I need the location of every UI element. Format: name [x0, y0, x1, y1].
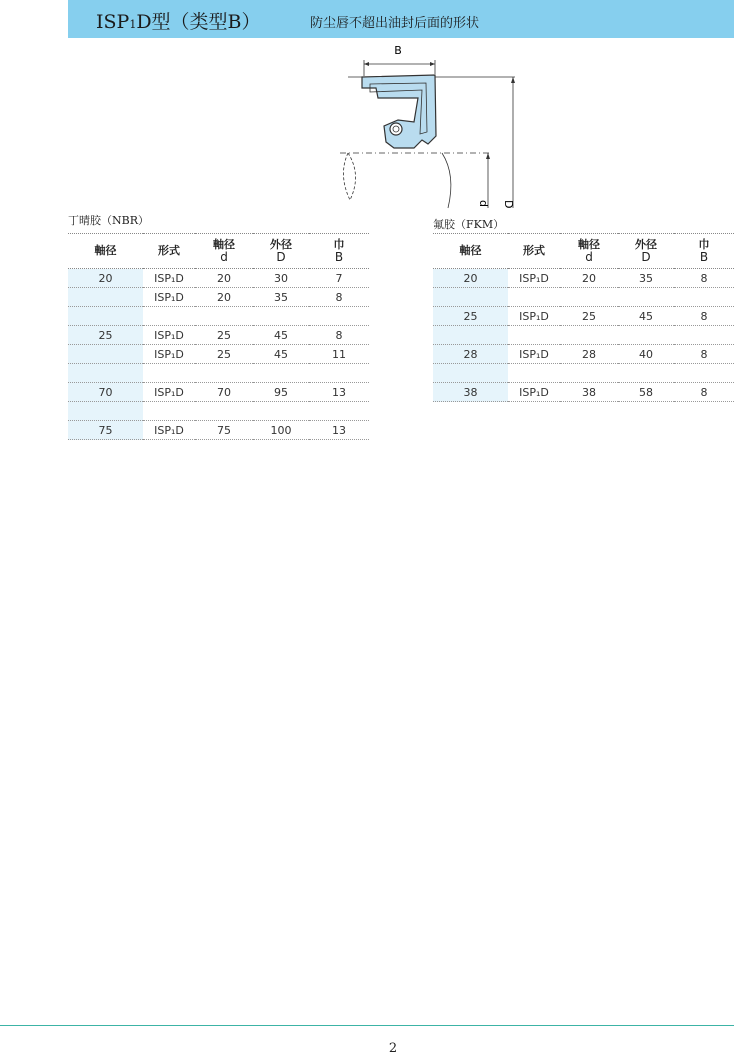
table-row: [433, 288, 734, 307]
cell-D: 30: [253, 269, 309, 288]
header-type: 形式: [508, 234, 560, 269]
cell-B: 13: [309, 383, 369, 402]
cell-D: 40: [618, 345, 674, 364]
cell-shaft: [433, 326, 508, 345]
cell-shaft: 70: [68, 383, 143, 402]
cell-d: [560, 364, 618, 383]
cell-d: [195, 364, 253, 383]
cell-type: ISP₁D: [143, 269, 195, 288]
cell-shaft: 20: [433, 269, 508, 288]
cell-B: 8: [309, 288, 369, 307]
cell-B: 8: [674, 307, 734, 326]
table-row: [433, 307, 734, 326]
cell-B: 11: [309, 345, 369, 364]
cell-type: [508, 364, 560, 383]
table-row: [68, 307, 369, 326]
cell-B: 7: [309, 269, 369, 288]
cell-D: [618, 288, 674, 307]
nbr-size-table: [68, 233, 369, 440]
header-shaft: 軸径: [433, 234, 508, 269]
cell-shaft: 75: [68, 421, 143, 440]
table-row: [433, 364, 734, 383]
cell-type: ISP₁D: [143, 288, 195, 307]
table-row: [68, 269, 369, 288]
cell-B: 13: [309, 421, 369, 440]
cell-d: 75: [195, 421, 253, 440]
section-subtitle: 防尘唇不超出油封后面的形状: [310, 16, 480, 31]
cell-d: 38: [560, 383, 618, 402]
cell-d: 20: [195, 269, 253, 288]
cell-d: 25: [560, 307, 618, 326]
title-subscript: 1: [129, 18, 137, 31]
cell-shaft: [68, 402, 143, 421]
nbr-table-title: 丁晴胶（NBR）: [68, 214, 149, 227]
cell-shaft: 28: [433, 345, 508, 364]
header-D: 外径 D: [253, 234, 309, 269]
cell-shaft: [68, 364, 143, 383]
cell-shaft: 25: [433, 307, 508, 326]
cell-type: [143, 307, 195, 326]
header-B: 巾 B: [674, 234, 734, 269]
cell-D: 45: [253, 326, 309, 345]
cell-d: [560, 326, 618, 345]
cell-D: 45: [253, 345, 309, 364]
fkm-table-title: 氟胶（FKM）: [433, 218, 505, 231]
cell-shaft: 25: [68, 326, 143, 345]
header-type: 形式: [143, 234, 195, 269]
table-row: [68, 421, 369, 440]
cell-B: [309, 402, 369, 421]
cell-d: [560, 288, 618, 307]
cell-type: ISP₁D: [143, 421, 195, 440]
cell-D: [253, 402, 309, 421]
cell-type: ISP₁D: [508, 345, 560, 364]
cell-type: [143, 402, 195, 421]
cell-D: 95: [253, 383, 309, 402]
cell-D: [253, 364, 309, 383]
title-main: ISP: [96, 11, 130, 33]
seal-profile: [362, 75, 436, 148]
cell-d: 20: [560, 269, 618, 288]
cell-shaft: 38: [433, 383, 508, 402]
cell-type: ISP₁D: [508, 307, 560, 326]
cell-D: [618, 326, 674, 345]
table-row: [68, 345, 369, 364]
cell-B: 8: [674, 345, 734, 364]
cell-D: 45: [618, 307, 674, 326]
cell-B: [674, 364, 734, 383]
cell-type: ISP₁D: [508, 383, 560, 402]
cell-shaft: 20: [68, 269, 143, 288]
dim-label-d: d: [477, 200, 490, 207]
title-rest: D型（类型B）: [136, 11, 261, 33]
cell-shaft: [433, 364, 508, 383]
cell-B: [309, 364, 369, 383]
cell-d: 70: [195, 383, 253, 402]
cell-B: [674, 326, 734, 345]
dim-label-b: B: [394, 44, 402, 57]
cell-d: 25: [195, 345, 253, 364]
table-row: [433, 345, 734, 364]
footer-divider: [0, 1025, 734, 1026]
cell-shaft: [68, 307, 143, 326]
cell-type: ISP₁D: [508, 269, 560, 288]
table-row: [68, 364, 369, 383]
cell-D: 100: [253, 421, 309, 440]
header-D: 外径 D: [618, 234, 674, 269]
table-row: [433, 383, 734, 402]
cell-shaft: [68, 288, 143, 307]
table-header-row: [433, 234, 734, 269]
cell-D: 35: [618, 269, 674, 288]
table-row: [68, 288, 369, 307]
cell-shaft: [68, 345, 143, 364]
cell-type: ISP₁D: [143, 345, 195, 364]
cell-type: [143, 364, 195, 383]
cell-D: [618, 364, 674, 383]
table-row: [68, 383, 369, 402]
table-row: [433, 269, 734, 288]
cell-D: 35: [253, 288, 309, 307]
table-row: [433, 326, 734, 345]
cell-B: 8: [674, 269, 734, 288]
header-B: 巾 B: [309, 234, 369, 269]
cell-d: [195, 402, 253, 421]
dim-label-D: D: [502, 200, 515, 209]
cell-type: ISP₁D: [143, 326, 195, 345]
fkm-size-table: [433, 233, 734, 402]
cell-B: [309, 307, 369, 326]
section-title: [96, 7, 261, 34]
table-row: [68, 402, 369, 421]
cell-D: [253, 307, 309, 326]
table-row: [68, 326, 369, 345]
page-number: 2: [388, 1041, 398, 1056]
seal-cross-section-diagram: [330, 40, 530, 210]
cell-d: 25: [195, 326, 253, 345]
header-d: 軸径 d: [195, 234, 253, 269]
cell-type: ISP₁D: [143, 383, 195, 402]
cell-D: 58: [618, 383, 674, 402]
cell-d: [195, 307, 253, 326]
table-header-row: [68, 234, 369, 269]
cell-type: [508, 326, 560, 345]
header-d: 軸径 d: [560, 234, 618, 269]
cell-B: [674, 288, 734, 307]
cell-B: 8: [309, 326, 369, 345]
cell-B: 8: [674, 383, 734, 402]
section-header: [68, 0, 734, 38]
cell-d: 20: [195, 288, 253, 307]
cell-shaft: [433, 288, 508, 307]
header-shaft: 軸径: [68, 234, 143, 269]
cell-d: 28: [560, 345, 618, 364]
cell-type: [508, 288, 560, 307]
